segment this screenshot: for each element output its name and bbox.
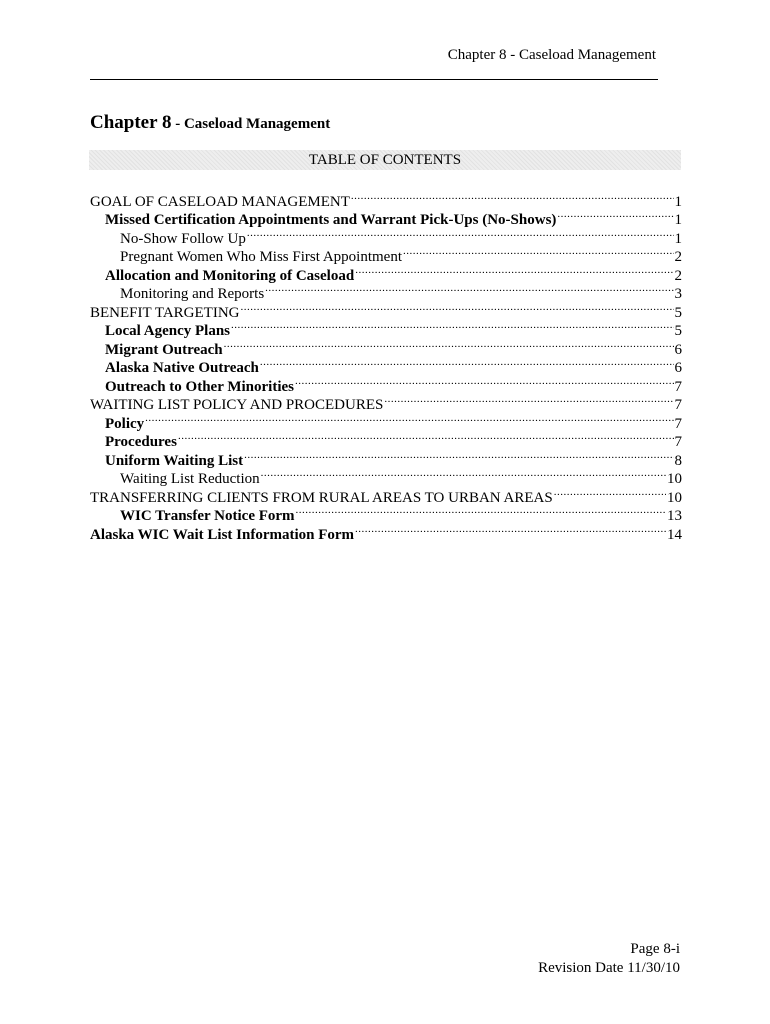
toc-entry[interactable] xyxy=(90,428,682,450)
toc-entry-title: GOAL OF CASELOAD MANAGEMENT xyxy=(90,193,350,210)
toc-entry-title: No-Show Follow Up xyxy=(120,230,246,247)
toc-dot-leader xyxy=(241,298,674,317)
toc-entry-title: Pregnant Women Who Miss First Appointment xyxy=(120,249,402,265)
toc-dot-leader xyxy=(247,224,674,243)
toc-entry-title: WIC Transfer Notice Form xyxy=(120,508,295,524)
toc-dot-leader xyxy=(295,372,674,391)
toc-entry-page: 6 xyxy=(674,341,682,358)
chapter-title xyxy=(90,112,330,134)
toc-entry-title: Monitoring and Reports xyxy=(120,286,265,302)
toc-dot-leader xyxy=(355,520,666,539)
toc-entry-page: 5 xyxy=(674,304,682,321)
toc-dot-leader xyxy=(351,187,674,206)
chapter-subtitle: - Caseload Management xyxy=(171,116,331,132)
toc-entry-title: WAITING LIST POLICY AND PROCEDURES xyxy=(90,397,384,413)
page-footer xyxy=(538,940,680,978)
toc-entry-title: Migrant Outreach xyxy=(105,341,223,358)
toc-entry-page: 7 xyxy=(674,378,682,395)
toc-entry-title: BENEFIT TARGETING xyxy=(90,304,240,321)
toc-entry-page: 2 xyxy=(674,267,682,284)
toc-entry-title: Waiting List Reduction xyxy=(120,471,260,487)
toc-entry-title: Outreach to Other Minorities xyxy=(105,378,294,395)
toc-entry-page: 6 xyxy=(674,360,682,376)
toc-entry-page: 8 xyxy=(674,452,682,469)
toc-entry-page: 10 xyxy=(667,489,682,506)
toc-entry-title: Procedures xyxy=(105,434,177,450)
toc-dot-leader xyxy=(296,502,666,521)
revision-date: Revision Date 11/30/10 xyxy=(538,960,680,976)
toc-entry-title: Policy xyxy=(105,415,145,432)
toc-entry[interactable] xyxy=(90,187,682,210)
toc-entry-page: 14 xyxy=(667,526,682,543)
page-number: Page 8-i xyxy=(630,941,680,957)
toc-dot-leader xyxy=(178,428,674,447)
toc-dot-leader xyxy=(384,391,673,410)
toc-entry-title: Alaska Native Outreach xyxy=(105,360,259,376)
running-header: Chapter 8 - Caseload Management xyxy=(447,47,656,63)
toc-entry-title: Missed Certification Appointments and Warrant Pick-Ups (No-Shows) xyxy=(105,212,557,228)
toc-dot-leader xyxy=(554,483,666,502)
toc-dot-leader xyxy=(403,243,674,262)
toc-dot-leader xyxy=(231,317,673,336)
toc-dot-leader xyxy=(557,206,673,225)
toc-dot-leader xyxy=(145,409,673,428)
toc-entry-page: 3 xyxy=(674,286,682,302)
toc-dot-leader xyxy=(224,335,674,354)
toc-entry-title: Local Agency Plans xyxy=(105,323,231,339)
toc-entry-page: 10 xyxy=(667,471,682,487)
toc-dot-leader xyxy=(261,465,666,484)
toc-entry-title: Allocation and Monitoring of Caseload xyxy=(105,267,355,284)
toc-heading: TABLE OF CONTENTS xyxy=(89,150,681,170)
toc-entry-page: 1 xyxy=(674,230,682,247)
toc-entry-page: 1 xyxy=(674,212,682,228)
toc-entry-page: 7 xyxy=(674,434,682,450)
toc-entry-page: 13 xyxy=(667,508,682,524)
toc-entry-page: 7 xyxy=(674,415,682,432)
toc-entry[interactable] xyxy=(90,446,682,469)
table-of-contents xyxy=(90,187,682,543)
toc-dot-leader xyxy=(355,261,673,280)
toc-entry-page: 2 xyxy=(674,249,682,265)
toc-entry-title: Uniform Waiting List xyxy=(105,452,244,469)
toc-entry-page: 5 xyxy=(674,323,682,339)
toc-entry-title: Alaska WIC Wait List Information Form xyxy=(90,526,355,543)
toc-dot-leader xyxy=(244,446,673,465)
toc-entry-title: TRANSFERRING CLIENTS FROM RURAL AREAS TO URBAN AREAS xyxy=(90,489,553,506)
toc-entry[interactable] xyxy=(90,409,682,432)
toc-entry-page: 1 xyxy=(674,193,682,210)
toc-entry-page: 7 xyxy=(674,397,682,413)
toc-dot-leader xyxy=(260,354,674,373)
toc-dot-leader xyxy=(265,280,673,299)
header-rule xyxy=(90,79,658,80)
chapter-number: Chapter 8 xyxy=(90,112,172,133)
